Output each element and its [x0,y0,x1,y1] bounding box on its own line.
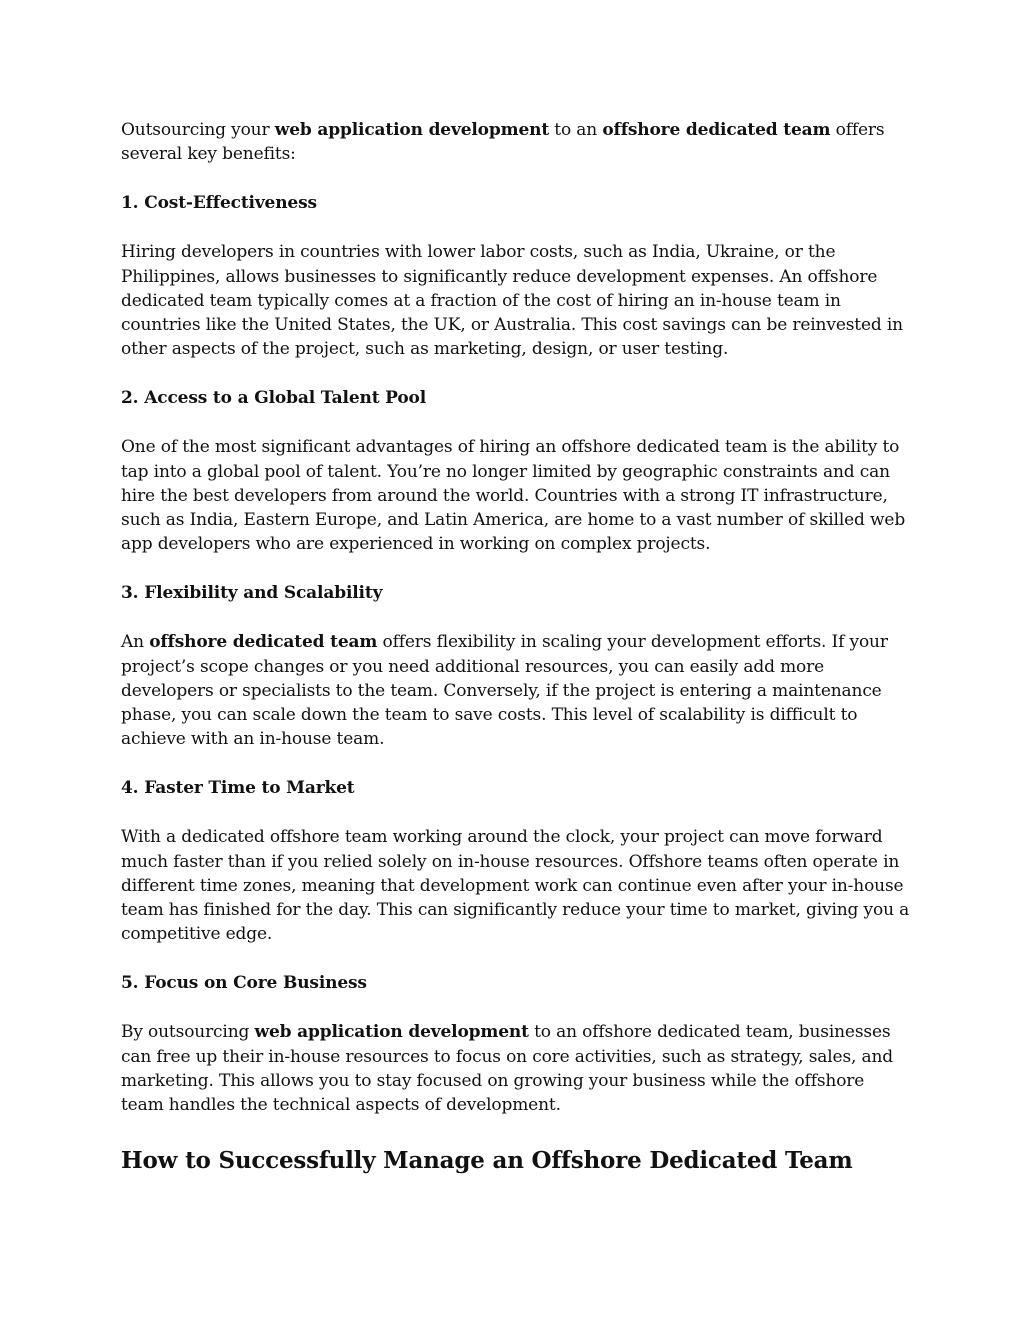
intro-paragraph [121,118,911,166]
flexibility-text-1: An [121,632,150,653]
core-business-bold-1: web application development [254,1022,529,1043]
intro-text-2: to an [549,120,603,140]
section-body-cost-effectiveness: Hiring developers in countries with lower labor costs, such as India, Ukraine, or the Philippines, allows businesses to significantly reduce development expenses. An offshore dedicated team typically comes at a fraction of the cost of hiring an in-house team in countries like the United States, the UK, or Australia. This cost savings can be reinvested in other aspects of the project, such as marketing, design, or user testing. [121,242,903,360]
intro-bold-2: offshore dedicated team [602,120,831,140]
flexibility-text-2: offers flexibility in scaling your development efforts. If your project’s scope changes or you need additional resources, you can easily add more developers or specialists to the team. Conversely, if the project is entering a maintenance phase, you can scale down the team to save costs. This level of scalability is difficult to achieve with an in-house team. [121,632,888,750]
section-heading-flexibility: 3. Flexibility and Scalability [121,583,383,604]
section-body-global-talent: One of the most significant advantages of hiring an offshore dedicated team is the ability to tap into a global pool of talent. You’re no longer limited by geographic constraints and can hire the best developers from around the world. Countries with a strong IT infrastructure, such as India, Eastern Europe, and Latin America, are home to a vast number of skilled web app developers who are experienced in working on complex projects. [121,437,906,555]
core-business-text-2: to an offshore dedicated team, businesses can free up their in-house resources to focus on core activities, such as strategy, sales, and marketing. This allows you to stay focused on growing your business while the offshore team handles the technical aspects of development. [121,1022,894,1116]
document-page [121,118,911,1176]
section-body-flexibility [121,630,911,751]
section-body-time-to-market: With a dedicated offshore team working around the clock, your project can move forward much faster than if you relied solely on in-house resources. Offshore teams often operate in different time zones, meaning that development work can continue even after your in-house team has finished for the day. This can significantly reduce your time to market, giving you a competitive edge. [121,827,910,945]
section-heading-time-to-market: 4. Faster Time to Market [121,778,355,799]
section-heading-cost-effectiveness: 1. Cost-Effectiveness [121,193,317,214]
intro-text-1: Outsourcing your [121,120,275,140]
flexibility-bold-1: offshore dedicated team [149,632,378,653]
section-heading-global-talent: 2. Access to a Global Talent Pool [121,388,427,409]
section-body-core-business [121,1020,911,1117]
core-business-text-1: By outsourcing [121,1022,255,1043]
intro-text-3: offers several key benefits: [121,120,885,165]
next-section-heading: How to Successfully Manage an Offshore Dedicated Team [121,1147,853,1175]
section-heading-core-business: 5. Focus on Core Business [121,973,367,994]
intro-bold-1: web application development [274,120,550,140]
